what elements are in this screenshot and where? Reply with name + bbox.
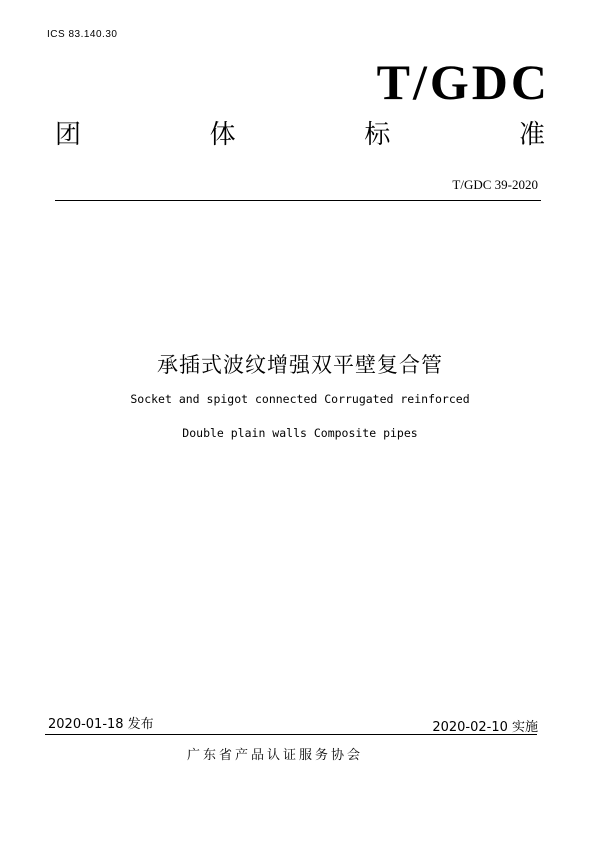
standard-type-char: 团 [55, 120, 82, 150]
title-english-line-2: Double plain walls Composite pipes [182, 426, 418, 440]
footer-divider [45, 734, 537, 735]
header-divider [55, 200, 541, 201]
standard-number: T/GDC 39-2020 [452, 177, 538, 192]
standard-type [55, 118, 545, 152]
ics-code: ICS 83.140.30 [47, 29, 118, 40]
standard-type-char: 体 [209, 120, 236, 150]
standard-type-char: 标 [364, 120, 391, 150]
title-english-line-1: Socket and spigot connected Corrugated reinforced [130, 392, 470, 406]
publisher: 广东省产品认证服务协会 [186, 748, 363, 763]
title-chinese: 承插式波纹增强双平壁复合管 [157, 353, 443, 377]
publish-date: 2020-01-18 发布 [48, 717, 154, 732]
standard-type-char: 准 [518, 120, 545, 150]
implementation-date: 2020-02-10 实施 [432, 720, 538, 735]
organization-code: T/GDC [376, 54, 550, 110]
